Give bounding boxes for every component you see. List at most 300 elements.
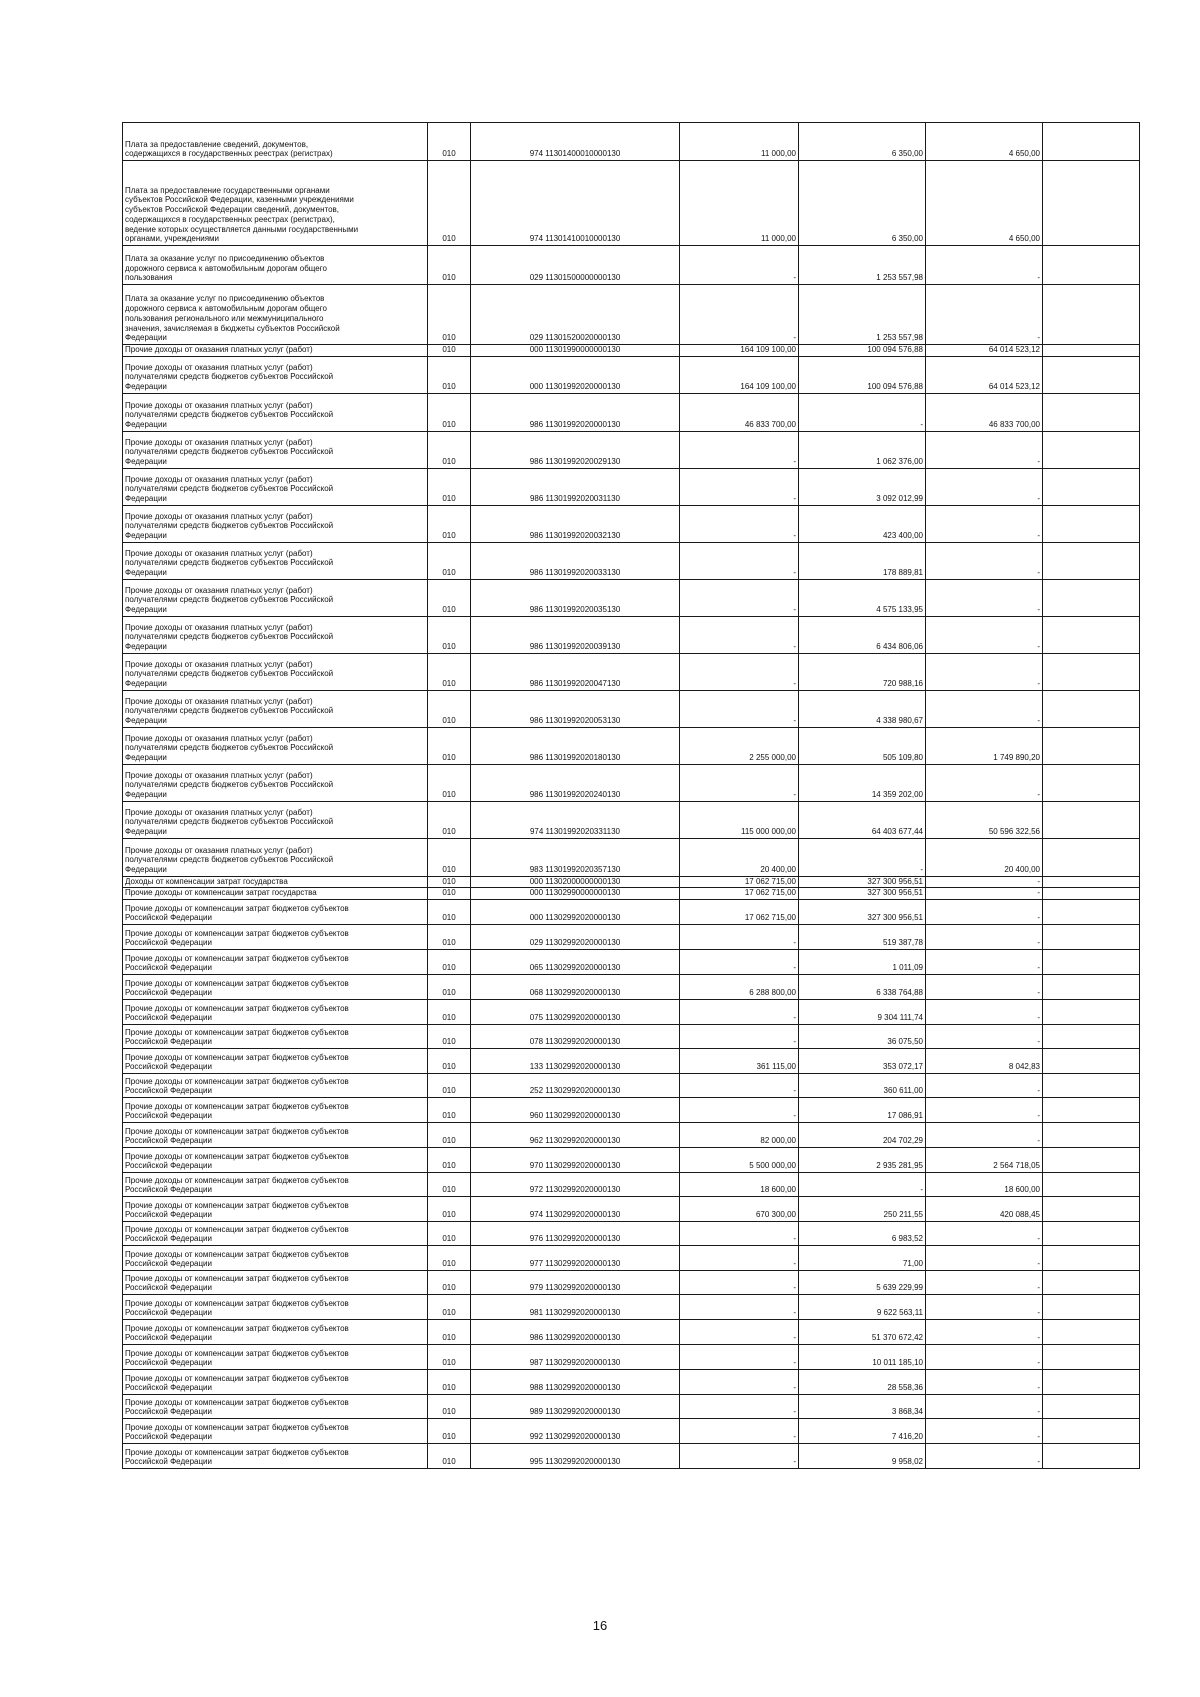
row-kbk-cell: 986 11302992020000130 [471, 1320, 680, 1345]
row-name-cell: Прочие доходы от компенсации затрат бюджетов субъектов Российской Федерации [123, 1049, 428, 1074]
row-code-cell: 010 [428, 1148, 471, 1173]
row-executed-cell: 327 300 956,51 [799, 888, 926, 900]
row-name-cell: Прочие доходы от оказания платных услуг (работ) получателями средств бюджетов субъектов Российской Федерации [123, 431, 428, 468]
row-name-cell: Прочие доходы от компенсации затрат бюджетов субъектов Российской Федерации [123, 1025, 428, 1049]
row-empty-cell [1043, 356, 1140, 393]
row-code-cell: 010 [428, 1419, 471, 1444]
row-code-cell: 010 [428, 468, 471, 505]
row-approved-cell: 11 000,00 [680, 161, 799, 246]
row-kbk-cell: 960 11302992020000130 [471, 1098, 680, 1123]
row-approved-cell: - [680, 1000, 799, 1025]
table-row [123, 285, 1140, 345]
row-unexecuted-cell: 8 042,83 [926, 1049, 1043, 1074]
row-approved-cell: 5 500 000,00 [680, 1148, 799, 1173]
row-code-cell: 010 [428, 1049, 471, 1074]
row-code-cell: 010 [428, 1444, 471, 1469]
row-code-cell: 010 [428, 542, 471, 579]
row-kbk-cell: 979 11302992020000130 [471, 1271, 680, 1295]
row-approved-cell: - [680, 1320, 799, 1345]
table-row [123, 764, 1140, 801]
row-executed-cell: 71,00 [799, 1246, 926, 1271]
table-row [123, 356, 1140, 393]
table-row [123, 900, 1140, 925]
row-empty-cell [1043, 616, 1140, 653]
row-unexecuted-cell: - [926, 1246, 1043, 1271]
row-code-cell: 010 [428, 246, 471, 285]
row-executed-cell: 4 338 980,67 [799, 690, 926, 727]
row-executed-cell: 100 094 576,88 [799, 345, 926, 357]
row-name-cell: Прочие доходы от оказания платных услуг (работ) получателями средств бюджетов субъектов Российской Федерации [123, 838, 428, 876]
row-code-cell: 010 [428, 950, 471, 975]
table-row [123, 1049, 1140, 1074]
row-executed-cell: 327 300 956,51 [799, 876, 926, 888]
table-row [123, 1444, 1140, 1469]
row-approved-cell: 17 062 715,00 [680, 888, 799, 900]
row-unexecuted-cell: - [926, 925, 1043, 950]
row-code-cell: 010 [428, 393, 471, 431]
row-kbk-cell: 029 11301520020000130 [471, 285, 680, 345]
row-empty-cell [1043, 1222, 1140, 1246]
row-name-cell: Прочие доходы от компенсации затрат бюджетов субъектов Российской Федерации [123, 900, 428, 925]
row-empty-cell [1043, 975, 1140, 1000]
row-executed-cell: 64 403 677,44 [799, 801, 926, 838]
row-unexecuted-cell: - [926, 505, 1043, 542]
row-executed-cell: 178 889,81 [799, 542, 926, 579]
row-code-cell: 010 [428, 1320, 471, 1345]
row-code-cell: 010 [428, 356, 471, 393]
row-code-cell: 010 [428, 1395, 471, 1419]
row-unexecuted-cell: - [926, 1444, 1043, 1469]
row-approved-cell: 6 288 800,00 [680, 975, 799, 1000]
row-code-cell: 010 [428, 123, 471, 161]
row-approved-cell: 17 062 715,00 [680, 876, 799, 888]
row-kbk-cell: 974 11301992020331130 [471, 801, 680, 838]
row-empty-cell [1043, 1345, 1140, 1370]
row-executed-cell: 720 988,16 [799, 653, 926, 690]
row-approved-cell: - [680, 925, 799, 950]
row-empty-cell [1043, 801, 1140, 838]
row-empty-cell [1043, 727, 1140, 764]
row-approved-cell: - [680, 285, 799, 345]
row-unexecuted-cell: - [926, 1123, 1043, 1148]
row-kbk-cell: 986 11301992020000130 [471, 393, 680, 431]
row-empty-cell [1043, 1000, 1140, 1025]
row-name-cell: Прочие доходы от компенсации затрат бюджетов субъектов Российской Федерации [123, 1295, 428, 1320]
row-executed-cell: 1 253 557,98 [799, 285, 926, 345]
row-approved-cell: - [680, 1419, 799, 1444]
row-approved-cell: - [680, 246, 799, 285]
row-name-cell: Прочие доходы от компенсации затрат бюджетов субъектов Российской Федерации [123, 1222, 428, 1246]
row-empty-cell [1043, 246, 1140, 285]
row-kbk-cell: 986 11301992020047130 [471, 653, 680, 690]
row-approved-cell: 164 109 100,00 [680, 356, 799, 393]
row-unexecuted-cell: - [926, 1098, 1043, 1123]
row-unexecuted-cell: - [926, 285, 1043, 345]
row-name-cell: Плата за оказание услуг по присоединению объектов дорожного сервиса к автомобильным дорогам общего пользования регионального или межмуниципального значения, зачисляемая в бюджеты субъектов Российской Федерации [123, 285, 428, 345]
row-name-cell: Прочие доходы от оказания платных услуг (работ) получателями средств бюджетов субъектов Российской Федерации [123, 764, 428, 801]
row-name-cell: Прочие доходы от компенсации затрат бюджетов субъектов Российской Федерации [123, 1173, 428, 1197]
row-name-cell: Прочие доходы от оказания платных услуг (работ) получателями средств бюджетов субъектов Российской Федерации [123, 393, 428, 431]
row-executed-cell: - [799, 1173, 926, 1197]
row-executed-cell: 51 370 672,42 [799, 1320, 926, 1345]
table-row [123, 616, 1140, 653]
row-code-cell: 010 [428, 900, 471, 925]
row-unexecuted-cell: - [926, 1025, 1043, 1049]
table-row [123, 393, 1140, 431]
row-kbk-cell: 972 11302992020000130 [471, 1173, 680, 1197]
row-executed-cell: 100 094 576,88 [799, 356, 926, 393]
row-empty-cell [1043, 1320, 1140, 1345]
row-approved-cell: 670 300,00 [680, 1197, 799, 1222]
row-executed-cell: 423 400,00 [799, 505, 926, 542]
row-unexecuted-cell: - [926, 900, 1043, 925]
row-approved-cell: 82 000,00 [680, 1123, 799, 1148]
row-code-cell: 010 [428, 616, 471, 653]
row-approved-cell: - [680, 1295, 799, 1320]
row-code-cell: 010 [428, 764, 471, 801]
row-approved-cell: - [680, 950, 799, 975]
row-kbk-cell: 000 11301990000000130 [471, 345, 680, 357]
table-row [123, 542, 1140, 579]
row-unexecuted-cell: 4 650,00 [926, 161, 1043, 246]
table-row [123, 1246, 1140, 1271]
row-code-cell: 010 [428, 925, 471, 950]
row-approved-cell: - [680, 1271, 799, 1295]
row-executed-cell: 10 011 185,10 [799, 1345, 926, 1370]
row-kbk-cell: 983 11301992020357130 [471, 838, 680, 876]
page-number: 16 [592, 1618, 608, 1633]
row-name-cell: Прочие доходы от оказания платных услуг (работ) получателями средств бюджетов субъектов Российской Федерации [123, 579, 428, 616]
row-kbk-cell: 029 11301500000000130 [471, 246, 680, 285]
row-executed-cell: 204 702,29 [799, 1123, 926, 1148]
row-name-cell: Прочие доходы от компенсации затрат бюджетов субъектов Российской Федерации [123, 1074, 428, 1098]
row-approved-cell: - [680, 1246, 799, 1271]
row-unexecuted-cell: 2 564 718,05 [926, 1148, 1043, 1173]
row-code-cell: 010 [428, 579, 471, 616]
row-name-cell: Прочие доходы от оказания платных услуг (работ) получателями средств бюджетов субъектов Российской Федерации [123, 616, 428, 653]
row-unexecuted-cell: - [926, 1074, 1043, 1098]
row-kbk-cell: 068 11302992020000130 [471, 975, 680, 1000]
row-name-cell: Прочие доходы от компенсации затрат бюджетов субъектов Российской Федерации [123, 1444, 428, 1469]
row-empty-cell [1043, 1197, 1140, 1222]
table-row [123, 1123, 1140, 1148]
table-row [123, 1320, 1140, 1345]
row-code-cell: 010 [428, 690, 471, 727]
row-unexecuted-cell: - [926, 888, 1043, 900]
row-unexecuted-cell: - [926, 431, 1043, 468]
row-empty-cell [1043, 1271, 1140, 1295]
row-executed-cell: 14 359 202,00 [799, 764, 926, 801]
row-empty-cell [1043, 1074, 1140, 1098]
table-row [123, 1395, 1140, 1419]
table-row [123, 801, 1140, 838]
row-name-cell: Прочие доходы от компенсации затрат бюджетов субъектов Российской Федерации [123, 975, 428, 1000]
row-executed-cell: 6 350,00 [799, 161, 926, 246]
row-approved-cell: 361 115,00 [680, 1049, 799, 1074]
row-approved-cell: - [680, 764, 799, 801]
row-name-cell: Прочие доходы от компенсации затрат бюджетов субъектов Российской Федерации [123, 1148, 428, 1173]
row-approved-cell: - [680, 690, 799, 727]
row-executed-cell: 327 300 956,51 [799, 900, 926, 925]
row-empty-cell [1043, 690, 1140, 727]
row-kbk-cell: 974 11302992020000130 [471, 1197, 680, 1222]
row-approved-cell: 115 000 000,00 [680, 801, 799, 838]
row-code-cell: 010 [428, 1222, 471, 1246]
row-unexecuted-cell: - [926, 1345, 1043, 1370]
row-name-cell: Прочие доходы от компенсации затрат бюджетов субъектов Российской Федерации [123, 950, 428, 975]
row-approved-cell: - [680, 653, 799, 690]
row-kbk-cell: 986 11301992020033130 [471, 542, 680, 579]
table-row [123, 1197, 1140, 1222]
table-row [123, 1419, 1140, 1444]
row-kbk-cell: 133 11302992020000130 [471, 1049, 680, 1074]
table-row [123, 246, 1140, 285]
row-name-cell: Прочие доходы от компенсации затрат бюджетов субъектов Российской Федерации [123, 1320, 428, 1345]
table-row [123, 1370, 1140, 1395]
row-code-cell: 010 [428, 1025, 471, 1049]
row-empty-cell [1043, 123, 1140, 161]
row-empty-cell [1043, 579, 1140, 616]
revenue-execution-table [122, 122, 1140, 1469]
row-name-cell: Прочие доходы от компенсации затрат бюджетов субъектов Российской Федерации [123, 1271, 428, 1295]
row-unexecuted-cell: - [926, 690, 1043, 727]
row-empty-cell [1043, 838, 1140, 876]
row-kbk-cell: 000 11302992020000130 [471, 900, 680, 925]
row-empty-cell [1043, 1025, 1140, 1049]
table-row [123, 1098, 1140, 1123]
table-row [123, 1173, 1140, 1197]
row-empty-cell [1043, 542, 1140, 579]
row-empty-cell [1043, 764, 1140, 801]
row-unexecuted-cell: - [926, 1000, 1043, 1025]
row-unexecuted-cell: 1 749 890,20 [926, 727, 1043, 764]
row-executed-cell: 250 211,55 [799, 1197, 926, 1222]
row-executed-cell: 6 983,52 [799, 1222, 926, 1246]
row-unexecuted-cell: - [926, 1395, 1043, 1419]
row-kbk-cell: 986 11301992020180130 [471, 727, 680, 764]
row-empty-cell [1043, 393, 1140, 431]
table-row [123, 727, 1140, 764]
row-unexecuted-cell: - [926, 764, 1043, 801]
row-code-cell: 010 [428, 1197, 471, 1222]
row-name-cell: Прочие доходы от оказания платных услуг (работ) получателями средств бюджетов субъектов Российской Федерации [123, 690, 428, 727]
table-row [123, 975, 1140, 1000]
row-unexecuted-cell: - [926, 579, 1043, 616]
row-executed-cell: - [799, 393, 926, 431]
row-name-cell: Прочие доходы от компенсации затрат бюджетов субъектов Российской Федерации [123, 1345, 428, 1370]
row-empty-cell [1043, 1098, 1140, 1123]
row-executed-cell: 2 935 281,95 [799, 1148, 926, 1173]
row-code-cell: 010 [428, 1074, 471, 1098]
row-name-cell: Прочие доходы от компенсации затрат бюджетов субъектов Российской Федерации [123, 1197, 428, 1222]
table-row [123, 161, 1140, 246]
row-kbk-cell: 974 11301400010000130 [471, 123, 680, 161]
table-row [123, 876, 1140, 888]
row-empty-cell [1043, 888, 1140, 900]
row-unexecuted-cell: 18 600,00 [926, 1173, 1043, 1197]
row-kbk-cell: 075 11302992020000130 [471, 1000, 680, 1025]
row-unexecuted-cell: 20 400,00 [926, 838, 1043, 876]
row-kbk-cell: 029 11302992020000130 [471, 925, 680, 950]
row-executed-cell: 6 338 764,88 [799, 975, 926, 1000]
row-executed-cell: 1 062 376,00 [799, 431, 926, 468]
row-kbk-cell: 976 11302992020000130 [471, 1222, 680, 1246]
row-name-cell: Доходы от компенсации затрат государства [123, 876, 428, 888]
row-code-cell: 010 [428, 653, 471, 690]
row-unexecuted-cell: - [926, 468, 1043, 505]
row-executed-cell: 9 622 563,11 [799, 1295, 926, 1320]
table-row [123, 345, 1140, 357]
table-row [123, 925, 1140, 950]
row-code-cell: 010 [428, 285, 471, 345]
row-approved-cell: - [680, 1345, 799, 1370]
row-code-cell: 010 [428, 888, 471, 900]
table-row [123, 1000, 1140, 1025]
row-kbk-cell: 988 11302992020000130 [471, 1370, 680, 1395]
row-executed-cell: 7 416,20 [799, 1419, 926, 1444]
table-row [123, 431, 1140, 468]
row-kbk-cell: 986 11301992020039130 [471, 616, 680, 653]
row-code-cell: 010 [428, 838, 471, 876]
row-kbk-cell: 986 11301992020031130 [471, 468, 680, 505]
row-name-cell: Прочие доходы от компенсации затрат бюджетов субъектов Российской Федерации [123, 1123, 428, 1148]
table-row [123, 1074, 1140, 1098]
row-name-cell: Плата за предоставление сведений, документов, содержащихся в государственных реестрах (регистрах) [123, 123, 428, 161]
row-unexecuted-cell: - [926, 1419, 1043, 1444]
row-kbk-cell: 986 11301992020029130 [471, 431, 680, 468]
row-executed-cell: 3 868,34 [799, 1395, 926, 1419]
row-code-cell: 010 [428, 1295, 471, 1320]
row-unexecuted-cell: 50 596 322,56 [926, 801, 1043, 838]
row-approved-cell: - [680, 1395, 799, 1419]
row-approved-cell: - [680, 1222, 799, 1246]
row-empty-cell [1043, 505, 1140, 542]
row-code-cell: 010 [428, 1370, 471, 1395]
row-code-cell: 010 [428, 1246, 471, 1271]
row-code-cell: 010 [428, 1123, 471, 1148]
row-unexecuted-cell: - [926, 950, 1043, 975]
row-approved-cell: - [680, 1370, 799, 1395]
row-name-cell: Прочие доходы от оказания платных услуг (работ) получателями средств бюджетов субъектов Российской Федерации [123, 468, 428, 505]
row-executed-cell: 6 350,00 [799, 123, 926, 161]
row-approved-cell: - [680, 505, 799, 542]
row-kbk-cell: 986 11301992020053130 [471, 690, 680, 727]
table-row [123, 1222, 1140, 1246]
row-executed-cell: 4 575 133,95 [799, 579, 926, 616]
table-row [123, 1295, 1140, 1320]
row-code-cell: 010 [428, 1173, 471, 1197]
row-code-cell: 010 [428, 505, 471, 542]
table-row [123, 1345, 1140, 1370]
row-executed-cell: 1 011,09 [799, 950, 926, 975]
table-row [123, 123, 1140, 161]
row-empty-cell [1043, 950, 1140, 975]
row-unexecuted-cell: 420 088,45 [926, 1197, 1043, 1222]
row-approved-cell: - [680, 542, 799, 579]
row-kbk-cell: 981 11302992020000130 [471, 1295, 680, 1320]
row-empty-cell [1043, 1295, 1140, 1320]
row-approved-cell: 18 600,00 [680, 1173, 799, 1197]
row-name-cell: Плата за предоставление государственными органами субъектов Российской Федерации, казенными учреждениями субъектов Российской Федерации сведений, документов, содержащихся в государственных реестрах (регистрах), ведение которых осуществляется данными государственными органами, учреждениями [123, 161, 428, 246]
row-kbk-cell: 065 11302992020000130 [471, 950, 680, 975]
row-kbk-cell: 989 11302992020000130 [471, 1395, 680, 1419]
row-approved-cell: 164 109 100,00 [680, 345, 799, 357]
row-name-cell: Прочие доходы от компенсации затрат государства [123, 888, 428, 900]
row-executed-cell: - [799, 838, 926, 876]
row-name-cell: Прочие доходы от компенсации затрат бюджетов субъектов Российской Федерации [123, 1000, 428, 1025]
row-kbk-cell: 986 11301992020240130 [471, 764, 680, 801]
row-code-cell: 010 [428, 1345, 471, 1370]
row-empty-cell [1043, 468, 1140, 505]
row-unexecuted-cell: - [926, 653, 1043, 690]
row-kbk-cell: 974 11301410010000130 [471, 161, 680, 246]
row-unexecuted-cell: 4 650,00 [926, 123, 1043, 161]
row-name-cell: Прочие доходы от компенсации затрат бюджетов субъектов Российской Федерации [123, 1419, 428, 1444]
table-row [123, 690, 1140, 727]
row-executed-cell: 360 611,00 [799, 1074, 926, 1098]
row-code-cell: 010 [428, 801, 471, 838]
table-row [123, 579, 1140, 616]
row-unexecuted-cell: - [926, 876, 1043, 888]
row-kbk-cell: 000 11301992020000130 [471, 356, 680, 393]
row-name-cell: Прочие доходы от оказания платных услуг (работ) получателями средств бюджетов субъектов Российской Федерации [123, 653, 428, 690]
row-empty-cell [1043, 1419, 1140, 1444]
row-kbk-cell: 962 11302992020000130 [471, 1123, 680, 1148]
row-executed-cell: 6 434 806,06 [799, 616, 926, 653]
row-name-cell: Прочие доходы от оказания платных услуг (работ) [123, 345, 428, 357]
row-code-cell: 010 [428, 1271, 471, 1295]
row-approved-cell: 46 833 700,00 [680, 393, 799, 431]
row-kbk-cell: 986 11301992020032130 [471, 505, 680, 542]
row-executed-cell: 9 304 111,74 [799, 1000, 926, 1025]
row-empty-cell [1043, 876, 1140, 888]
row-code-cell: 010 [428, 727, 471, 764]
row-name-cell: Прочие доходы от компенсации затрат бюджетов субъектов Российской Федерации [123, 1098, 428, 1123]
row-unexecuted-cell: 64 014 523,12 [926, 356, 1043, 393]
row-executed-cell: 519 387,78 [799, 925, 926, 950]
row-executed-cell: 36 075,50 [799, 1025, 926, 1049]
row-approved-cell: 20 400,00 [680, 838, 799, 876]
row-unexecuted-cell: 46 833 700,00 [926, 393, 1043, 431]
table-row [123, 468, 1140, 505]
row-empty-cell [1043, 1173, 1140, 1197]
table-row [123, 653, 1140, 690]
row-empty-cell [1043, 345, 1140, 357]
row-unexecuted-cell: - [926, 542, 1043, 579]
row-kbk-cell: 986 11301992020035130 [471, 579, 680, 616]
table-row [123, 888, 1140, 900]
row-empty-cell [1043, 1370, 1140, 1395]
table-row [123, 1271, 1140, 1295]
row-empty-cell [1043, 1246, 1140, 1271]
row-unexecuted-cell: - [926, 1320, 1043, 1345]
row-approved-cell: - [680, 579, 799, 616]
row-unexecuted-cell: - [926, 246, 1043, 285]
row-empty-cell [1043, 431, 1140, 468]
table-row [123, 505, 1140, 542]
row-name-cell: Прочие доходы от компенсации затрат бюджетов субъектов Российской Федерации [123, 1246, 428, 1271]
row-kbk-cell: 977 11302992020000130 [471, 1246, 680, 1271]
row-kbk-cell: 970 11302992020000130 [471, 1148, 680, 1173]
row-code-cell: 010 [428, 1098, 471, 1123]
row-kbk-cell: 078 11302992020000130 [471, 1025, 680, 1049]
row-empty-cell [1043, 925, 1140, 950]
row-name-cell: Прочие доходы от компенсации затрат бюджетов субъектов Российской Федерации [123, 1395, 428, 1419]
table-row [123, 950, 1140, 975]
row-unexecuted-cell: - [926, 1295, 1043, 1320]
row-unexecuted-cell: - [926, 1222, 1043, 1246]
row-kbk-cell: 252 11302992020000130 [471, 1074, 680, 1098]
